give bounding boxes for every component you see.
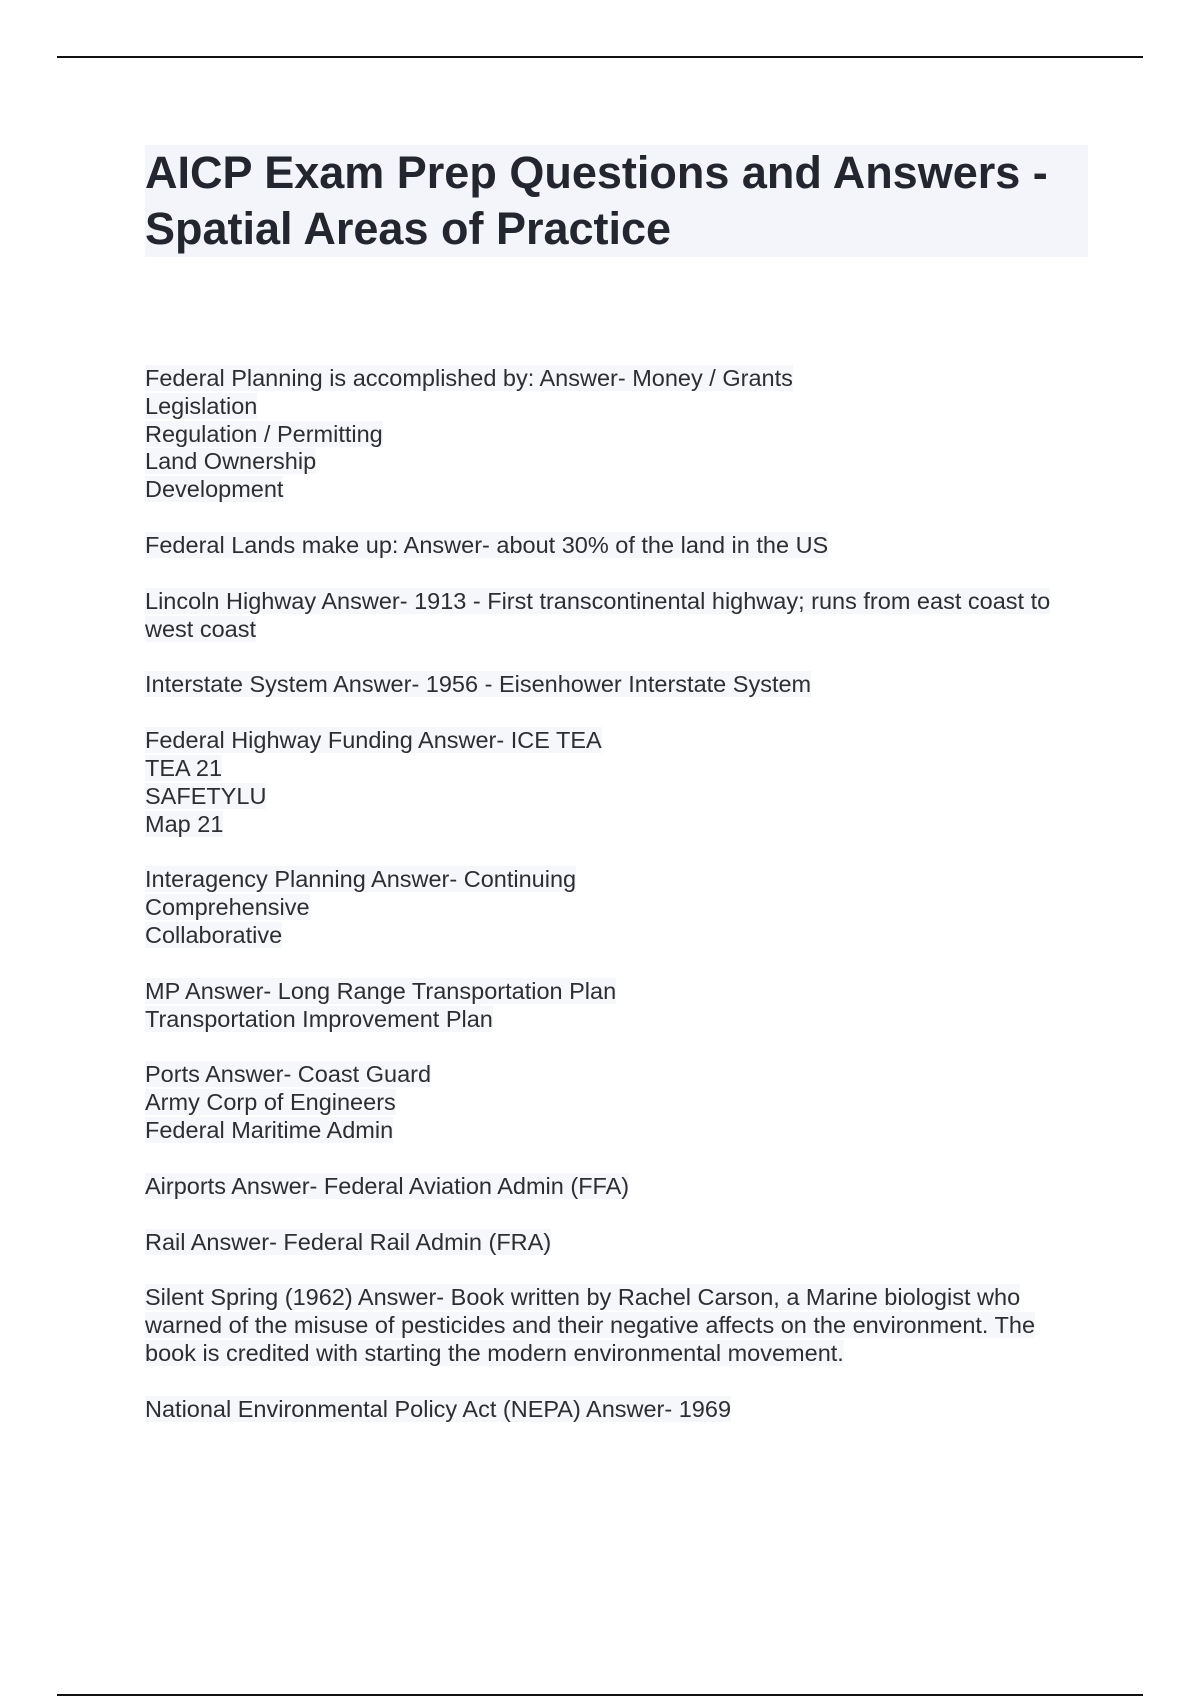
qa-line: SAFETYLU <box>145 782 267 809</box>
qa-line: Silent Spring (1962) Answer- Book written by Rachel Carson, a Marine biologist who <box>145 1284 1021 1311</box>
qa-line: Federal Maritime Admin <box>145 1116 394 1143</box>
qa-item <box>145 727 1095 838</box>
qa-item <box>145 1284 1095 1367</box>
qa-item <box>145 978 1095 1034</box>
qa-item <box>145 1396 1095 1424</box>
qa-line: TEA 21 <box>145 754 223 781</box>
top-divider <box>57 56 1143 58</box>
qa-item <box>145 532 1095 560</box>
qa-line: Federal Highway Funding Answer- ICE TEA <box>145 727 602 754</box>
qa-line: MP Answer- Long Range Transportation Plan <box>145 977 617 1004</box>
qa-line: Ports Answer- Coast Guard <box>145 1061 432 1088</box>
qa-line: Army Corp of Engineers <box>145 1089 396 1116</box>
qa-line: Development <box>145 476 284 503</box>
qa-line: Airports Answer- Federal Aviation Admin (FFA) <box>145 1172 630 1199</box>
qa-line: Federal Lands make up: Answer- about 30% of the land in the US <box>145 531 829 558</box>
qa-item <box>145 1229 1095 1257</box>
qa-line: Regulation / Permitting <box>145 420 383 447</box>
qa-line: warned of the misuse of pesticides and their negative affects on the environment. The <box>145 1312 1036 1339</box>
document-title: AICP Exam Prep Questions and Answers - Spatial Areas of Practice <box>145 147 1048 254</box>
qa-item <box>145 1061 1095 1144</box>
qa-line: Lincoln Highway Answer- 1913 - First transcontinental highway; runs from east coast to <box>145 587 1051 614</box>
qa-line: Transportation Improvement Plan <box>145 1005 493 1032</box>
bottom-divider <box>57 1694 1143 1696</box>
qa-line: book is credited with starting the modern environmental movement. <box>145 1339 844 1366</box>
qa-line: Rail Answer- Federal Rail Admin (FRA) <box>145 1228 552 1255</box>
qa-item <box>145 365 1095 504</box>
qa-line: Comprehensive <box>145 894 310 921</box>
qa-line: Collaborative <box>145 921 283 948</box>
qa-item <box>145 866 1095 949</box>
qa-line: Land Ownership <box>145 448 317 475</box>
qa-item <box>145 671 1095 699</box>
qa-item <box>145 588 1095 644</box>
qa-line: Legislation <box>145 392 258 419</box>
qa-line: Federal Planning is accomplished by: Answer- Money / Grants <box>145 365 793 391</box>
qa-line: Map 21 <box>145 810 224 837</box>
qa-line: west coast <box>145 615 257 642</box>
qa-list <box>145 365 1095 1452</box>
qa-item <box>145 1173 1095 1201</box>
qa-line: Interstate System Answer- 1956 - Eisenhower Interstate System <box>145 671 812 698</box>
title-block <box>145 145 1088 257</box>
qa-line: Interagency Planning Answer- Continuing <box>145 866 577 893</box>
qa-line: National Environmental Policy Act (NEPA) Answer- 1969 <box>145 1395 732 1422</box>
